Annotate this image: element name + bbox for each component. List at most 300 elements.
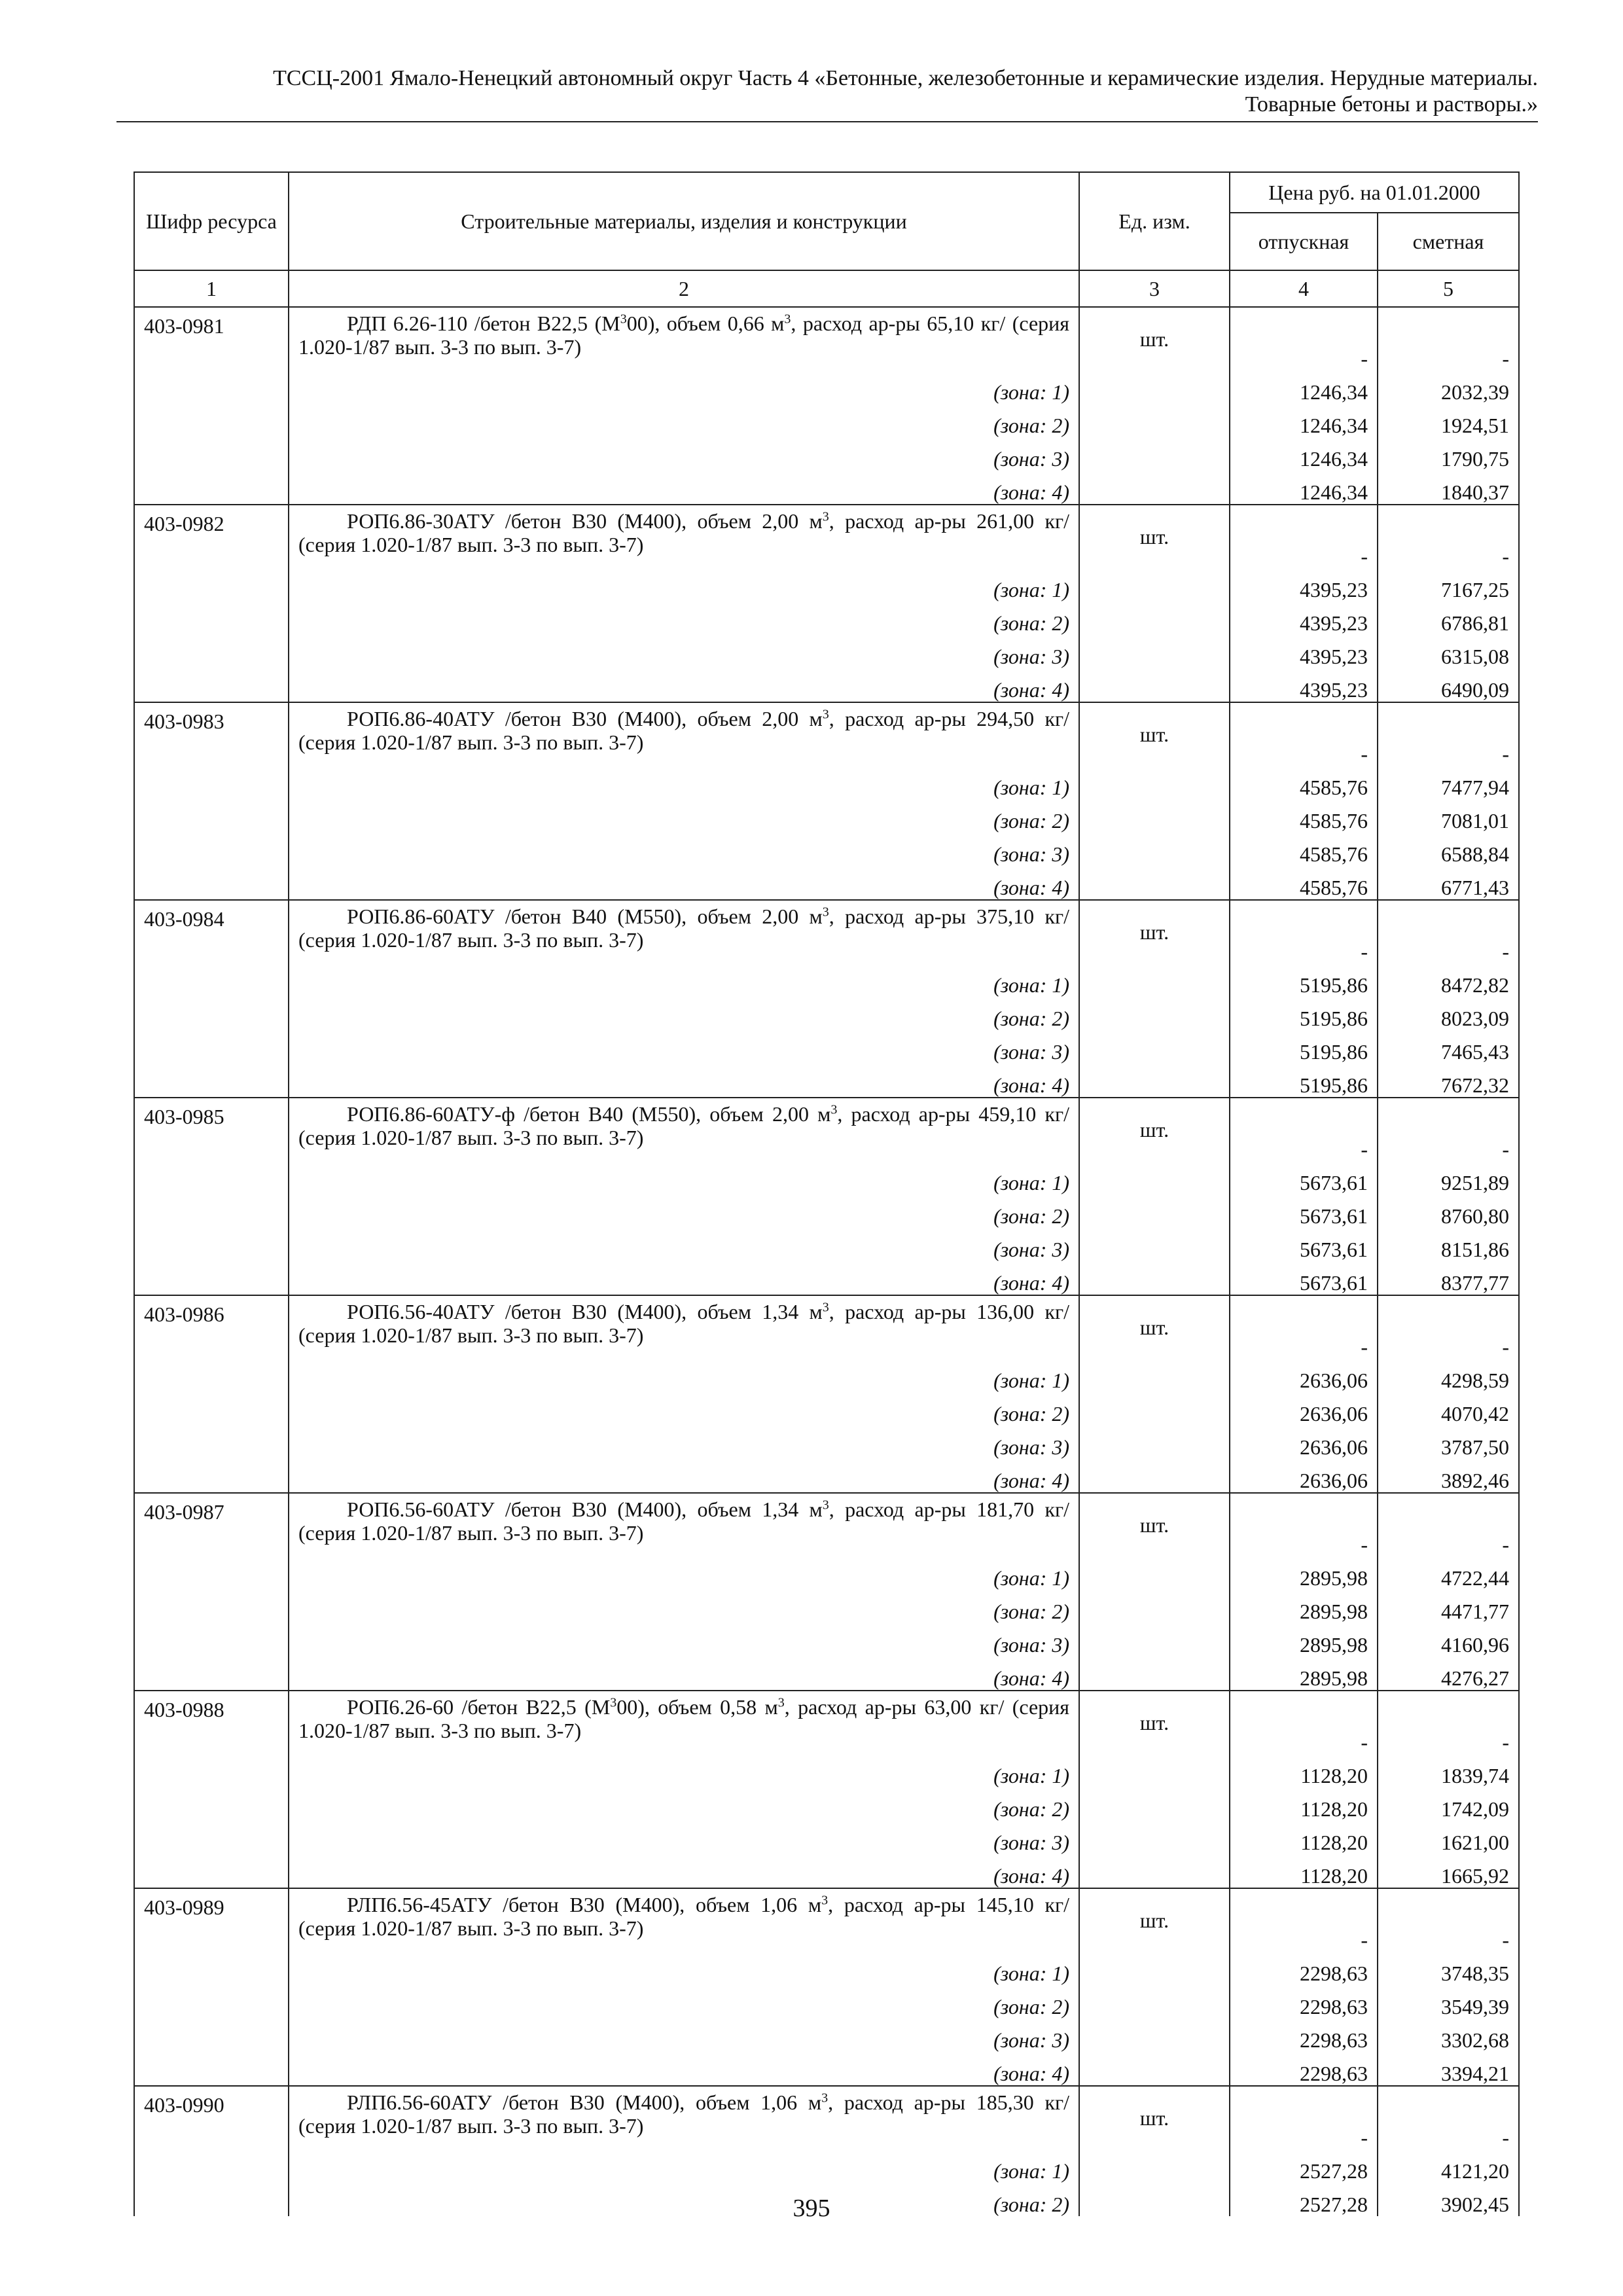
wholesale-price: 2298,63 [1230,1985,1378,2018]
zone-label: (зона: 1) [289,1556,1079,1590]
zone-row [134,1261,1519,1295]
description-text: РОП6.86-30АТУ /бетон В30 (М400), объем 2,00 м [347,509,823,533]
unit-cell-empty [1079,1459,1230,1493]
estimate-price: 8023,09 [1378,997,1519,1030]
unit-cell-empty [1079,370,1230,404]
wholesale-price: 5195,86 [1230,997,1378,1030]
unit-cell-empty [1079,1985,1230,2018]
estimate-price: 1840,37 [1378,471,1519,505]
resource-code: 403-0990 [134,2086,289,2216]
unit-cell-empty [1079,866,1230,900]
estimate-price: 7465,43 [1378,1030,1519,1064]
zone-label: (зона: 3) [289,833,1079,866]
header-estimate: сметная [1378,213,1519,270]
resource-code: 403-0989 [134,1888,289,2086]
description-text: РОП6.86-60АТУ-ф /бетон В40 (М550), объем 2,00 м [347,1102,831,1126]
estimate-price: 6315,08 [1378,635,1519,668]
unit-cell-empty [1079,2018,1230,2052]
wholesale-price: 1128,20 [1230,1854,1378,1888]
description-text: РОП6.56-60АТУ /бетон В30 (М400), объем 1,34 м [347,1498,823,1521]
zone-label: (зона: 4) [289,471,1079,505]
wholesale-price: - [1230,702,1378,766]
estimate-price: - [1378,505,1519,568]
superscript: 3 [822,707,829,722]
unit-cell-empty [1079,997,1230,1030]
zone-label: (зона: 3) [289,1030,1079,1064]
zone-label: (зона: 2) [289,404,1079,437]
estimate-price: 1839,74 [1378,1754,1519,1787]
unit-cell: шт. [1079,1888,1230,1952]
table-row [134,1295,1519,1359]
resource-code: 403-0987 [134,1493,289,1691]
wholesale-price: - [1230,1098,1378,1161]
unit-cell-empty [1079,1359,1230,1392]
zone-row [134,1854,1519,1888]
resource-description [289,505,1079,568]
resource-code: 403-0986 [134,1295,289,1493]
wholesale-price: 2298,63 [1230,1952,1378,1985]
unit-cell-empty [1079,1623,1230,1657]
unit-cell-empty [1079,635,1230,668]
zone-row [134,601,1519,635]
zone-row [134,1194,1519,1228]
description-text: , расход ар-ры 136,00 кг/ (серия 1.020-1/87 вып. 3-3 по вып. 3-7) [298,1300,1070,1347]
wholesale-price: 2298,63 [1230,2052,1378,2086]
zone-row [134,866,1519,900]
unit-cell-empty [1079,1590,1230,1623]
wholesale-price: 5195,86 [1230,963,1378,997]
wholesale-price: 1128,20 [1230,1787,1378,1821]
unit-cell-empty [1079,2149,1230,2183]
zone-label: (зона: 2) [289,1985,1079,2018]
unit-cell-empty [1079,833,1230,866]
superscript: 3 [610,1695,617,1710]
zone-label: (зона: 1) [289,1952,1079,1985]
wholesale-price: 4395,23 [1230,601,1378,635]
resource-description [289,307,1079,370]
estimate-price: 3394,21 [1378,2052,1519,2086]
superscript: 3 [822,509,829,524]
zone-label: (зона: 2) [289,1392,1079,1426]
wholesale-price: 2636,06 [1230,1426,1378,1459]
estimate-price: 9251,89 [1378,1161,1519,1194]
zone-label: (зона: 4) [289,1261,1079,1295]
resource-description [289,2086,1079,2149]
estimate-price: 4160,96 [1378,1623,1519,1657]
zone-row [134,1030,1519,1064]
resource-description [289,1493,1079,1556]
superscript: 3 [822,1300,829,1315]
estimate-price: 4276,27 [1378,1657,1519,1691]
wholesale-price: - [1230,505,1378,568]
resource-description [289,702,1079,766]
estimate-price: 7477,94 [1378,766,1519,799]
unit-cell-empty [1079,471,1230,505]
description-text: РЛП6.56-45АТУ /бетон В30 (М400), объем 1,06 м [347,1893,822,1916]
estimate-price: 1621,00 [1378,1821,1519,1854]
estimate-price: 3892,46 [1378,1459,1519,1493]
unit-cell-empty [1079,1161,1230,1194]
estimate-price: 1924,51 [1378,404,1519,437]
price-table-body [134,307,1519,2216]
estimate-price: 1665,92 [1378,1854,1519,1888]
wholesale-price: 2636,06 [1230,1392,1378,1426]
estimate-price: 6786,81 [1378,601,1519,635]
description-text: РДП 6.26-110 /бетон В22,5 (М [347,312,620,335]
estimate-price: - [1378,1295,1519,1359]
wholesale-price: 1246,34 [1230,471,1378,505]
zone-label: (зона: 1) [289,1161,1079,1194]
resource-code: 403-0982 [134,505,289,702]
zone-label: (зона: 4) [289,1064,1079,1098]
column-number-2: 2 [289,270,1079,307]
zone-label: (зона: 2) [289,1590,1079,1623]
unit-cell-empty [1079,1754,1230,1787]
zone-label: (зона: 4) [289,1854,1079,1888]
superscript: 3 [821,2090,829,2106]
resource-description [289,1295,1079,1359]
zone-label: (зона: 2) [289,799,1079,833]
unit-cell-empty [1079,1194,1230,1228]
resource-description [289,1691,1079,1754]
resource-code: 403-0984 [134,900,289,1098]
unit-cell: шт. [1079,307,1230,370]
description-text: РОП6.86-60АТУ /бетон В40 (М550), объем 2,00 м [347,905,823,928]
unit-cell-empty [1079,2052,1230,2086]
zone-label: (зона: 2) [289,997,1079,1030]
zone-label: (зона: 2) [289,601,1079,635]
estimate-price: 3302,68 [1378,2018,1519,2052]
unit-cell-empty [1079,1556,1230,1590]
wholesale-price: 2895,98 [1230,1590,1378,1623]
zone-label: (зона: 4) [289,2052,1079,2086]
zone-row [134,668,1519,702]
estimate-price: 4722,44 [1378,1556,1519,1590]
zone-row [134,1459,1519,1493]
zone-row [134,2052,1519,2086]
zone-row [134,1623,1519,1657]
zone-row [134,1952,1519,1985]
unit-cell-empty [1079,963,1230,997]
zone-label: (зона: 1) [289,568,1079,601]
resource-code: 403-0981 [134,307,289,505]
zone-row [134,1064,1519,1098]
description-text: , расход ар-ры 185,30 кг/ (серия 1.020-1/87 вып. 3-3 по вып. 3-7) [298,2090,1069,2138]
wholesale-price: - [1230,307,1378,370]
wholesale-price: - [1230,1295,1378,1359]
estimate-price: 3902,45 [1378,2183,1519,2216]
zone-label: (зона: 3) [289,437,1079,471]
superscript: 3 [822,905,829,920]
header-rule [116,121,1538,122]
zone-label: (зона: 1) [289,370,1079,404]
table-row [134,702,1519,766]
column-number-1: 1 [134,270,289,307]
estimate-price: 4121,20 [1378,2149,1519,2183]
estimate-price: - [1378,702,1519,766]
zone-row [134,1590,1519,1623]
table-row [134,900,1519,963]
resource-description [289,900,1079,963]
wholesale-price: 5673,61 [1230,1194,1378,1228]
description-text: , расход ар-ры 65,10 кг/ (серия 1.020-1/87 вып. 3-3 по вып. 3-7) [298,312,1070,359]
wholesale-price: 4395,23 [1230,568,1378,601]
superscript: 3 [822,1498,829,1513]
zone-row [134,1161,1519,1194]
zone-label: (зона: 4) [289,1657,1079,1691]
superscript: 3 [784,312,791,327]
zone-label: (зона: 4) [289,1459,1079,1493]
zone-label: (зона: 3) [289,1623,1079,1657]
unit-cell-empty [1079,1064,1230,1098]
unit-cell: шт. [1079,702,1230,766]
zone-label: (зона: 2) [289,2183,1079,2216]
wholesale-price: 4395,23 [1230,635,1378,668]
header-price-group: Цена руб. на 01.01.2000 [1230,172,1519,213]
unit-cell: шт. [1079,505,1230,568]
wholesale-price: 1128,20 [1230,1821,1378,1854]
estimate-price: 2032,39 [1378,370,1519,404]
estimate-price: 8377,77 [1378,1261,1519,1295]
header-line-1: ТССЦ-2001 Ямало-Ненецкий автономный округ Часть 4 «Бетонные, железобетонные и керамические изделия. Нерудные материалы. [273,66,1538,90]
resource-code: 403-0985 [134,1098,289,1295]
estimate-price: 4070,42 [1378,1392,1519,1426]
wholesale-price: 2298,63 [1230,2018,1378,2052]
zone-row [134,568,1519,601]
estimate-price: - [1378,307,1519,370]
wholesale-price: - [1230,1493,1378,1556]
zone-row [134,1657,1519,1691]
unit-cell-empty [1079,1426,1230,1459]
description-text: РЛП6.56-60АТУ /бетон В30 (М400), объем 1,06 м [347,2090,822,2114]
zone-label: (зона: 3) [289,2018,1079,2052]
unit-cell: шт. [1079,1493,1230,1556]
zone-row [134,1556,1519,1590]
unit-cell-empty [1079,668,1230,702]
unit-cell-empty [1079,568,1230,601]
resource-code: 403-0988 [134,1691,289,1888]
description-text: , расход ар-ры 181,70 кг/ (серия 1.020-1/87 вып. 3-3 по вып. 3-7) [298,1498,1070,1545]
unit-cell-empty [1079,404,1230,437]
wholesale-price: 4585,76 [1230,766,1378,799]
unit-cell-empty [1079,799,1230,833]
table-row [134,505,1519,568]
zone-row [134,437,1519,471]
zone-row [134,1985,1519,2018]
description-text: 00), объем 0,58 м [616,1695,778,1719]
zone-row [134,997,1519,1030]
description-text: РОП6.26-60 /бетон В22,5 (М [347,1695,611,1719]
header-wholesale: отпускная [1230,213,1378,270]
wholesale-price: 5195,86 [1230,1030,1378,1064]
unit-cell-empty [1079,1787,1230,1821]
wholesale-price: 5673,61 [1230,1161,1378,1194]
zone-row [134,635,1519,668]
wholesale-price: - [1230,1888,1378,1952]
unit-cell-empty [1079,1952,1230,1985]
page-header [118,65,1538,118]
estimate-price: 7167,25 [1378,568,1519,601]
zone-row [134,1754,1519,1787]
header-unit: Ед. изм. [1079,172,1230,270]
resource-description [289,1888,1079,1952]
zone-label: (зона: 3) [289,1426,1079,1459]
estimate-price: 4298,59 [1378,1359,1519,1392]
column-number-4: 4 [1230,270,1378,307]
description-text: 00), объем 0,66 м [626,312,785,335]
superscript: 3 [821,1893,829,1908]
header-name: Строительные материалы, изделия и конструкции [289,172,1079,270]
wholesale-price: 1246,34 [1230,370,1378,404]
unit-cell-empty [1079,1821,1230,1854]
wholesale-price: 5195,86 [1230,1064,1378,1098]
zone-row [134,404,1519,437]
wholesale-price: - [1230,2086,1378,2149]
wholesale-price: 5673,61 [1230,1261,1378,1295]
zone-label: (зона: 3) [289,1821,1079,1854]
wholesale-price: 2527,28 [1230,2183,1378,2216]
column-number-5: 5 [1378,270,1519,307]
unit-cell-empty [1079,766,1230,799]
column-number-3: 3 [1079,270,1230,307]
wholesale-price: - [1230,1691,1378,1754]
wholesale-price: 2895,98 [1230,1556,1378,1590]
description-text: , расход ар-ры 63,00 кг/ (серия 1.020-1/87 вып. 3-3 по вып. 3-7) [298,1695,1070,1742]
unit-cell: шт. [1079,1295,1230,1359]
wholesale-price: 2895,98 [1230,1623,1378,1657]
table-row [134,2086,1519,2149]
estimate-price: - [1378,1098,1519,1161]
wholesale-price: 4585,76 [1230,799,1378,833]
description-text: РОП6.86-40АТУ /бетон В30 (М400), объем 2,00 м [347,707,823,730]
description-text: , расход ар-ры 294,50 кг/ (серия 1.020-1/87 вып. 3-3 по вып. 3-7) [298,707,1070,754]
unit-cell: шт. [1079,2086,1230,2149]
zone-row [134,370,1519,404]
wholesale-price: 2895,98 [1230,1657,1378,1691]
table-row [134,1493,1519,1556]
page-number: 395 [793,2195,830,2222]
wholesale-price: 1246,34 [1230,404,1378,437]
price-table [134,171,1520,2216]
wholesale-price: 5673,61 [1230,1228,1378,1261]
table-row [134,307,1519,370]
zone-label: (зона: 3) [289,635,1079,668]
zone-label: (зона: 4) [289,668,1079,702]
unit-cell: шт. [1079,1098,1230,1161]
unit-cell-empty [1079,1854,1230,1888]
estimate-price: 6771,43 [1378,866,1519,900]
table-row [134,1098,1519,1161]
zone-label: (зона: 1) [289,2149,1079,2183]
zone-row [134,963,1519,997]
wholesale-price: 4585,76 [1230,866,1378,900]
zone-row [134,1426,1519,1459]
wholesale-price: 1128,20 [1230,1754,1378,1787]
wholesale-price: 4395,23 [1230,668,1378,702]
superscript: 3 [620,312,627,327]
estimate-price: 1790,75 [1378,437,1519,471]
unit-cell-empty [1079,1657,1230,1691]
wholesale-price: 2527,28 [1230,2149,1378,2183]
description-text: РОП6.56-40АТУ /бетон В30 (М400), объем 1,34 м [347,1300,823,1323]
zone-row [134,2018,1519,2052]
zone-row [134,1787,1519,1821]
zone-row [134,1821,1519,1854]
resource-description [289,1098,1079,1161]
unit-cell: шт. [1079,900,1230,963]
estimate-price: - [1378,1493,1519,1556]
unit-cell-empty [1079,1261,1230,1295]
description-text: , расход ар-ры 145,10 кг/ (серия 1.020-1/87 вып. 3-3 по вып. 3-7) [298,1893,1069,1940]
zone-row [134,471,1519,505]
wholesale-price: 2636,06 [1230,1359,1378,1392]
zone-label: (зона: 1) [289,1754,1079,1787]
zone-row [134,2149,1519,2183]
zone-row [134,833,1519,866]
estimate-price: 3549,39 [1378,1985,1519,2018]
unit-cell: шт. [1079,1691,1230,1754]
zone-label: (зона: 3) [289,1228,1079,1261]
wholesale-price: 2636,06 [1230,1459,1378,1493]
zone-row [134,1392,1519,1426]
wholesale-price: 4585,76 [1230,833,1378,866]
zone-label: (зона: 4) [289,866,1079,900]
zone-label: (зона: 1) [289,766,1079,799]
wholesale-price: - [1230,900,1378,963]
estimate-price: - [1378,1888,1519,1952]
wholesale-price: 1246,34 [1230,437,1378,471]
estimate-price: 7081,01 [1378,799,1519,833]
estimate-price: 6588,84 [1378,833,1519,866]
table-row [134,1888,1519,1952]
superscript: 3 [830,1102,838,1117]
zone-row [134,1359,1519,1392]
estimate-price: 1742,09 [1378,1787,1519,1821]
unit-cell-empty [1079,601,1230,635]
zone-label: (зона: 1) [289,963,1079,997]
unit-cell-empty [1079,1030,1230,1064]
zone-label: (зона: 1) [289,1359,1079,1392]
zone-label: (зона: 2) [289,1787,1079,1821]
zone-label: (зона: 2) [289,1194,1079,1228]
resource-code: 403-0983 [134,702,289,900]
estimate-price: - [1378,2086,1519,2149]
estimate-price: 4471,77 [1378,1590,1519,1623]
unit-cell-empty [1079,437,1230,471]
description-text: , расход ар-ры 459,10 кг/ (серия 1.020-1/87 вып. 3-3 по вып. 3-7) [298,1102,1070,1149]
header-line-2: Товарные бетоны и растворы.» [1245,92,1538,117]
zone-row [134,799,1519,833]
estimate-price: 8151,86 [1378,1228,1519,1261]
estimate-price: 8760,80 [1378,1194,1519,1228]
superscript: 3 [777,1695,785,1710]
estimate-price: - [1378,1691,1519,1754]
estimate-price: 6490,09 [1378,668,1519,702]
estimate-price: 3787,50 [1378,1426,1519,1459]
zone-row [134,1228,1519,1261]
estimate-price: - [1378,900,1519,963]
unit-cell-empty [1079,1228,1230,1261]
header-code: Шифр ресурса [134,172,289,270]
zone-row [134,766,1519,799]
estimate-price: 8472,82 [1378,963,1519,997]
estimate-price: 3748,35 [1378,1952,1519,1985]
description-text: , расход ар-ры 261,00 кг/ (серия 1.020-1/87 вып. 3-3 по вып. 3-7) [298,509,1070,556]
description-text: , расход ар-ры 375,10 кг/ (серия 1.020-1/87 вып. 3-3 по вып. 3-7) [298,905,1070,952]
unit-cell-empty [1079,1392,1230,1426]
table-row [134,1691,1519,1754]
estimate-price: 7672,32 [1378,1064,1519,1098]
